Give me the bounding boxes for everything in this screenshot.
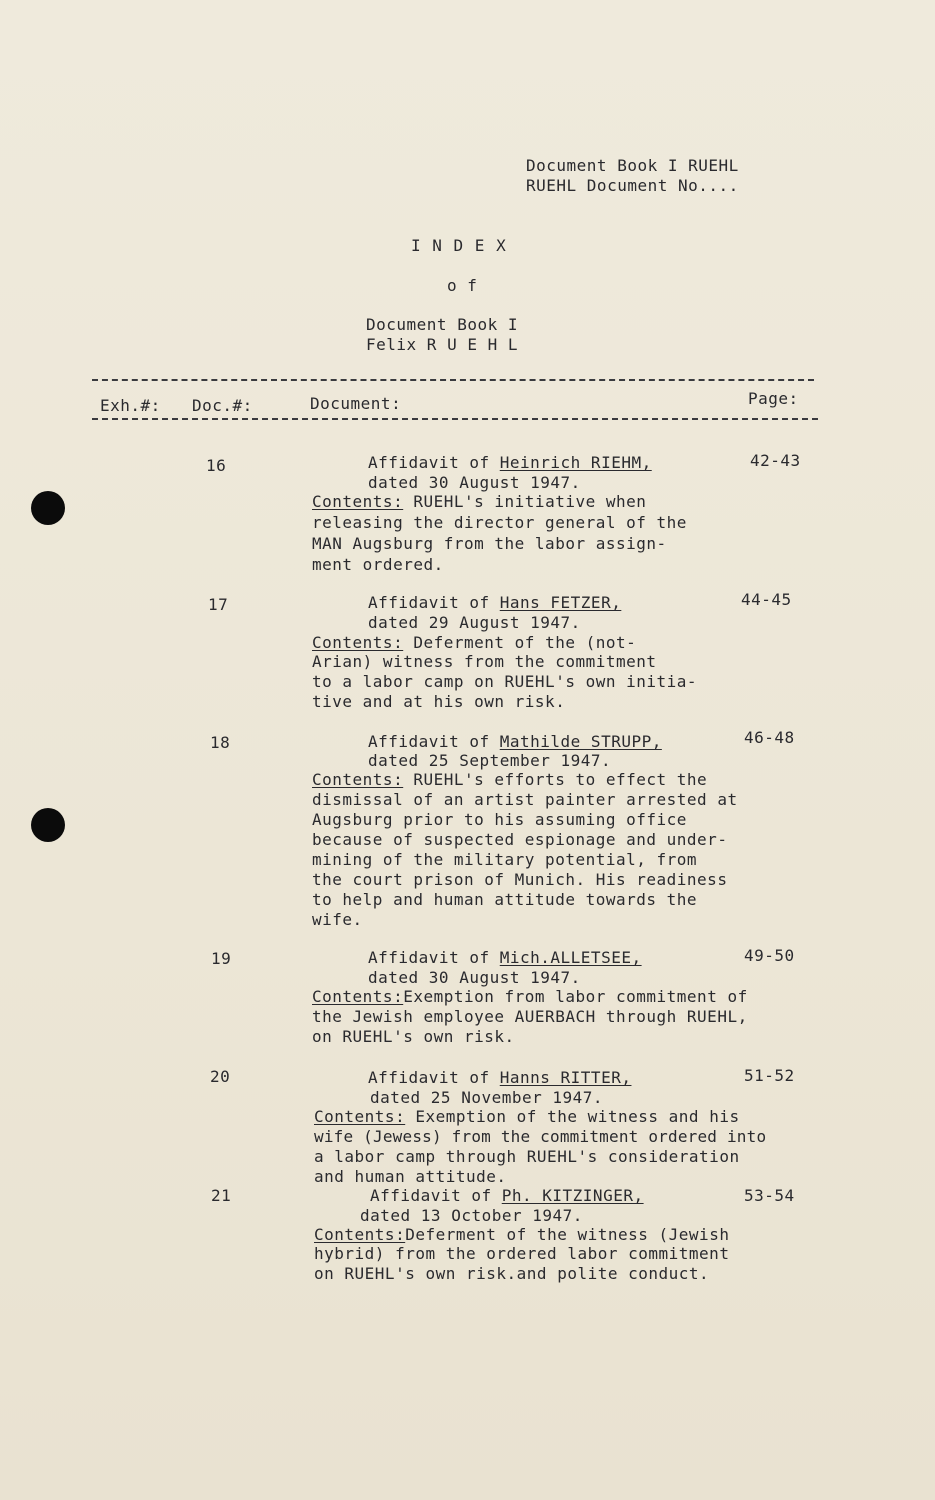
entry-dated: dated 30 August 1947. xyxy=(368,473,581,492)
contents-line: on RUEHL's own risk. xyxy=(312,1027,515,1046)
contents-line: Augsburg prior to his assuming office xyxy=(312,810,687,829)
contents-line: to a labor camp on RUEHL's own initia- xyxy=(312,672,698,691)
contents-text: Exemption from labor commitment of xyxy=(403,987,748,1006)
contents-line: because of suspected espionage and under- xyxy=(312,830,728,849)
contents-text: RUEHL's efforts to effect the xyxy=(403,770,708,789)
contents-text: Deferment of the (not- xyxy=(403,633,637,652)
entry-contents-first xyxy=(314,1225,729,1245)
index-title: I N D E X xyxy=(411,236,507,255)
affiant-name: Hanns RITTER, xyxy=(499,1068,632,1087)
contents-label: Contents: xyxy=(312,770,404,789)
entry-dated: dated 13 October 1947. xyxy=(360,1206,583,1225)
contents-line: a labor camp through RUEHL's consideration xyxy=(314,1147,740,1166)
entry-number: 18 xyxy=(210,733,231,752)
entry-contents-first xyxy=(312,987,748,1007)
contents-line: the Jewish employee AUERBACH through RUEHL, xyxy=(312,1007,748,1026)
affiant-name: Heinrich RIEHM, xyxy=(499,453,652,472)
defendant-name: Felix R U E H L xyxy=(366,335,518,354)
contents-line: and human attitude. xyxy=(314,1167,507,1186)
contents-line: wife (Jewess) from the commitment ordered into xyxy=(314,1127,767,1146)
contents-label: Contents: xyxy=(314,1107,406,1126)
divider-bottom xyxy=(92,418,818,420)
contents-line: hybrid) from the ordered labor commitment xyxy=(314,1244,730,1263)
column-doc: Doc.#: xyxy=(192,396,253,415)
contents-label: Contents: xyxy=(312,633,404,652)
contents-line: the court prison of Munich. His readiness xyxy=(312,870,728,889)
entry-pages: 53-54 xyxy=(744,1186,795,1205)
column-exh: Exh.#: xyxy=(100,396,161,415)
contents-text: Deferment of the witness (Jewish xyxy=(405,1225,730,1244)
affidavit-prefix: Affidavit of xyxy=(368,948,500,967)
affidavit-prefix: Affidavit of xyxy=(368,1068,500,1087)
entry-number: 17 xyxy=(208,595,229,614)
column-document: Document: xyxy=(310,394,402,413)
entry-pages: 46-48 xyxy=(744,728,795,747)
affiant-name: Mich.ALLETSEE, xyxy=(499,948,642,967)
entry-dated: dated 25 November 1947. xyxy=(370,1088,604,1107)
affidavit-prefix: Affidavit of xyxy=(368,593,500,612)
punch-hole-top xyxy=(31,491,65,525)
contents-line: ment ordered. xyxy=(312,555,444,574)
index-of: o f xyxy=(447,276,478,295)
book-title: Document Book I xyxy=(366,315,518,334)
entry-contents-first xyxy=(312,492,646,512)
punch-hole-bottom xyxy=(31,808,65,842)
entry-number: 16 xyxy=(206,456,227,475)
entry-pages: 51-52 xyxy=(744,1066,795,1085)
affiant-name: Hans FETZER, xyxy=(499,593,622,612)
contents-line: to help and human attitude towards the xyxy=(312,890,698,909)
entry-contents-first xyxy=(312,770,707,790)
entry-pages: 44-45 xyxy=(741,590,792,609)
entry-dated: dated 29 August 1947. xyxy=(368,613,581,632)
entry-contents-first xyxy=(312,633,636,653)
affidavit-prefix: Affidavit of xyxy=(368,732,500,751)
entry-title xyxy=(368,948,642,968)
entry-number: 21 xyxy=(211,1186,232,1205)
entry-number: 20 xyxy=(210,1067,231,1086)
entry-contents-first xyxy=(314,1107,740,1127)
contents-line: MAN Augsburg from the labor assign- xyxy=(312,534,667,553)
entry-title xyxy=(368,732,662,752)
header-line-1: Document Book I RUEHL xyxy=(526,156,739,175)
contents-line: wife. xyxy=(312,910,363,929)
contents-line: tive and at his own risk. xyxy=(312,692,566,711)
header-line-2: RUEHL Document No.... xyxy=(526,176,739,195)
contents-line: Arian) witness from the commitment xyxy=(312,652,657,671)
affidavit-prefix: Affidavit of xyxy=(370,1186,502,1205)
divider-top xyxy=(92,379,814,381)
entry-pages: 49-50 xyxy=(744,946,795,965)
column-page: Page: xyxy=(748,389,799,408)
entry-pages: 42-43 xyxy=(750,451,801,470)
entry-dated: dated 30 August 1947. xyxy=(368,968,581,987)
entry-dated: dated 25 September 1947. xyxy=(368,751,612,770)
contents-text: RUEHL's initiative when xyxy=(403,492,647,511)
contents-line: on RUEHL's own risk.and polite conduct. xyxy=(314,1264,710,1283)
entry-title xyxy=(368,453,652,473)
contents-label: Contents: xyxy=(312,492,404,511)
contents-line: dismissal of an artist painter arrested at xyxy=(312,790,738,809)
affidavit-prefix: Affidavit of xyxy=(368,453,500,472)
contents-label: Contents: xyxy=(312,987,404,1006)
affiant-name: Mathilde STRUPP, xyxy=(499,732,662,751)
entry-title xyxy=(370,1186,644,1206)
entry-title xyxy=(368,1068,631,1088)
entry-number: 19 xyxy=(211,949,232,968)
affiant-name: Ph. KITZINGER, xyxy=(501,1186,644,1205)
contents-text: Exemption of the witness and his xyxy=(405,1107,740,1126)
contents-label: Contents: xyxy=(314,1225,406,1244)
contents-line: releasing the director general of the xyxy=(312,513,687,532)
entry-title xyxy=(368,593,621,613)
contents-line: mining of the military potential, from xyxy=(312,850,698,869)
